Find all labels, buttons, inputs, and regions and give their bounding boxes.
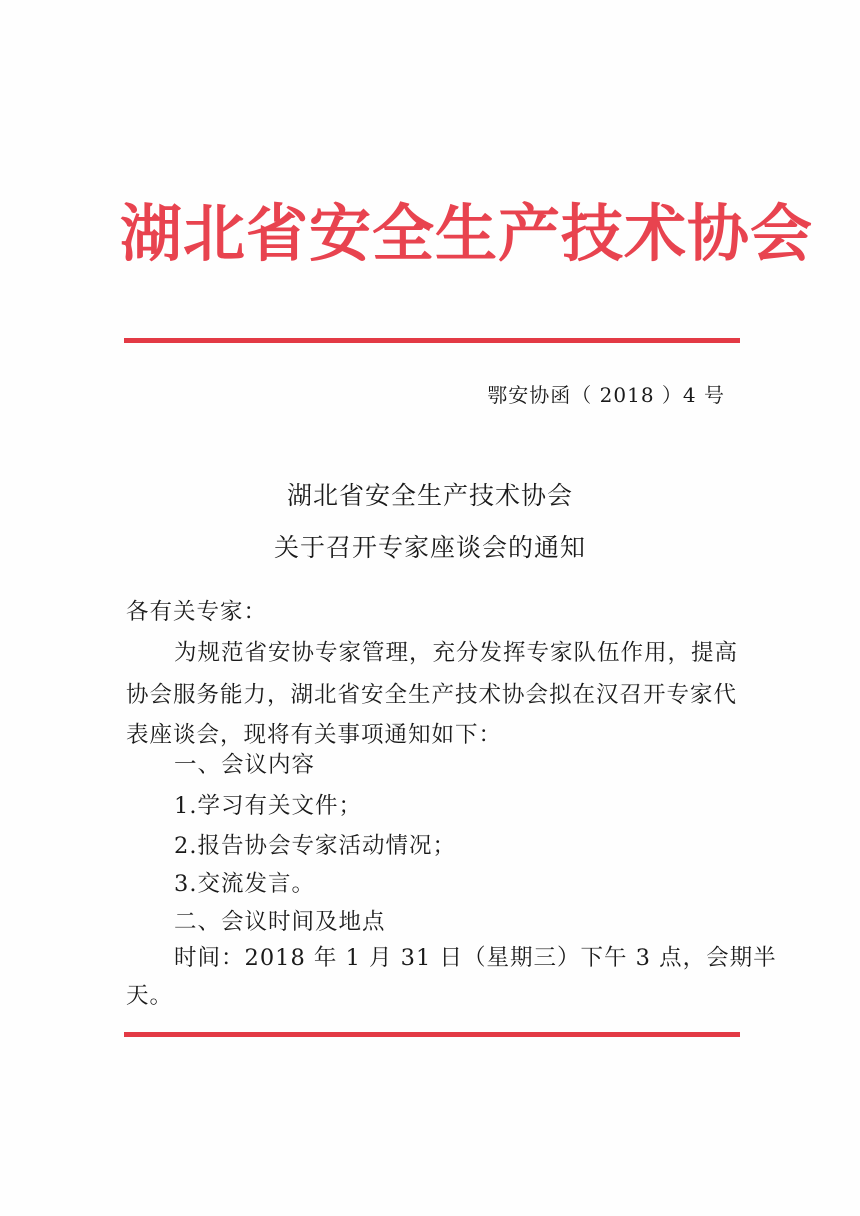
document-title-line-2: 关于召开专家座谈会的通知: [273, 533, 586, 562]
section-1-item-3: 3.交流发言。: [174, 871, 315, 897]
paragraph-1-line-3: 表座谈会，现将有关事项通知如下：: [126, 722, 503, 748]
meeting-time-line-2: 天。: [126, 983, 174, 1009]
section-2-heading: 二、会议时间及地点: [174, 909, 386, 935]
salutation: 各有关专家：: [126, 599, 268, 625]
footer-red-rule: [124, 1032, 740, 1037]
section-1-item-2: 2.报告协会专家活动情况；: [174, 833, 456, 859]
letterhead-red-rule-top: [124, 338, 740, 343]
meeting-time-line-1: 时间：2018 年 1 月 31 日（星期三）下午 3 点，会期半: [174, 945, 777, 971]
paragraph-1-line-1: 为规范省安协专家管理，充分发挥专家队伍作用，提高: [174, 640, 739, 666]
letterhead-org-name: 湖北省安全生产技术协会: [120, 197, 814, 270]
section-1-item-1: 1.学习有关文件；: [174, 793, 362, 819]
document-title-line-1: 湖北省安全生产技术协会: [286, 481, 573, 510]
document-number: 鄂安协函（ 2018 ）4 号: [487, 383, 725, 407]
paragraph-1-line-2: 协会服务能力，湖北省安全生产技术协会拟在汉召开专家代: [126, 682, 738, 708]
section-1-heading: 一、会议内容: [174, 752, 316, 778]
